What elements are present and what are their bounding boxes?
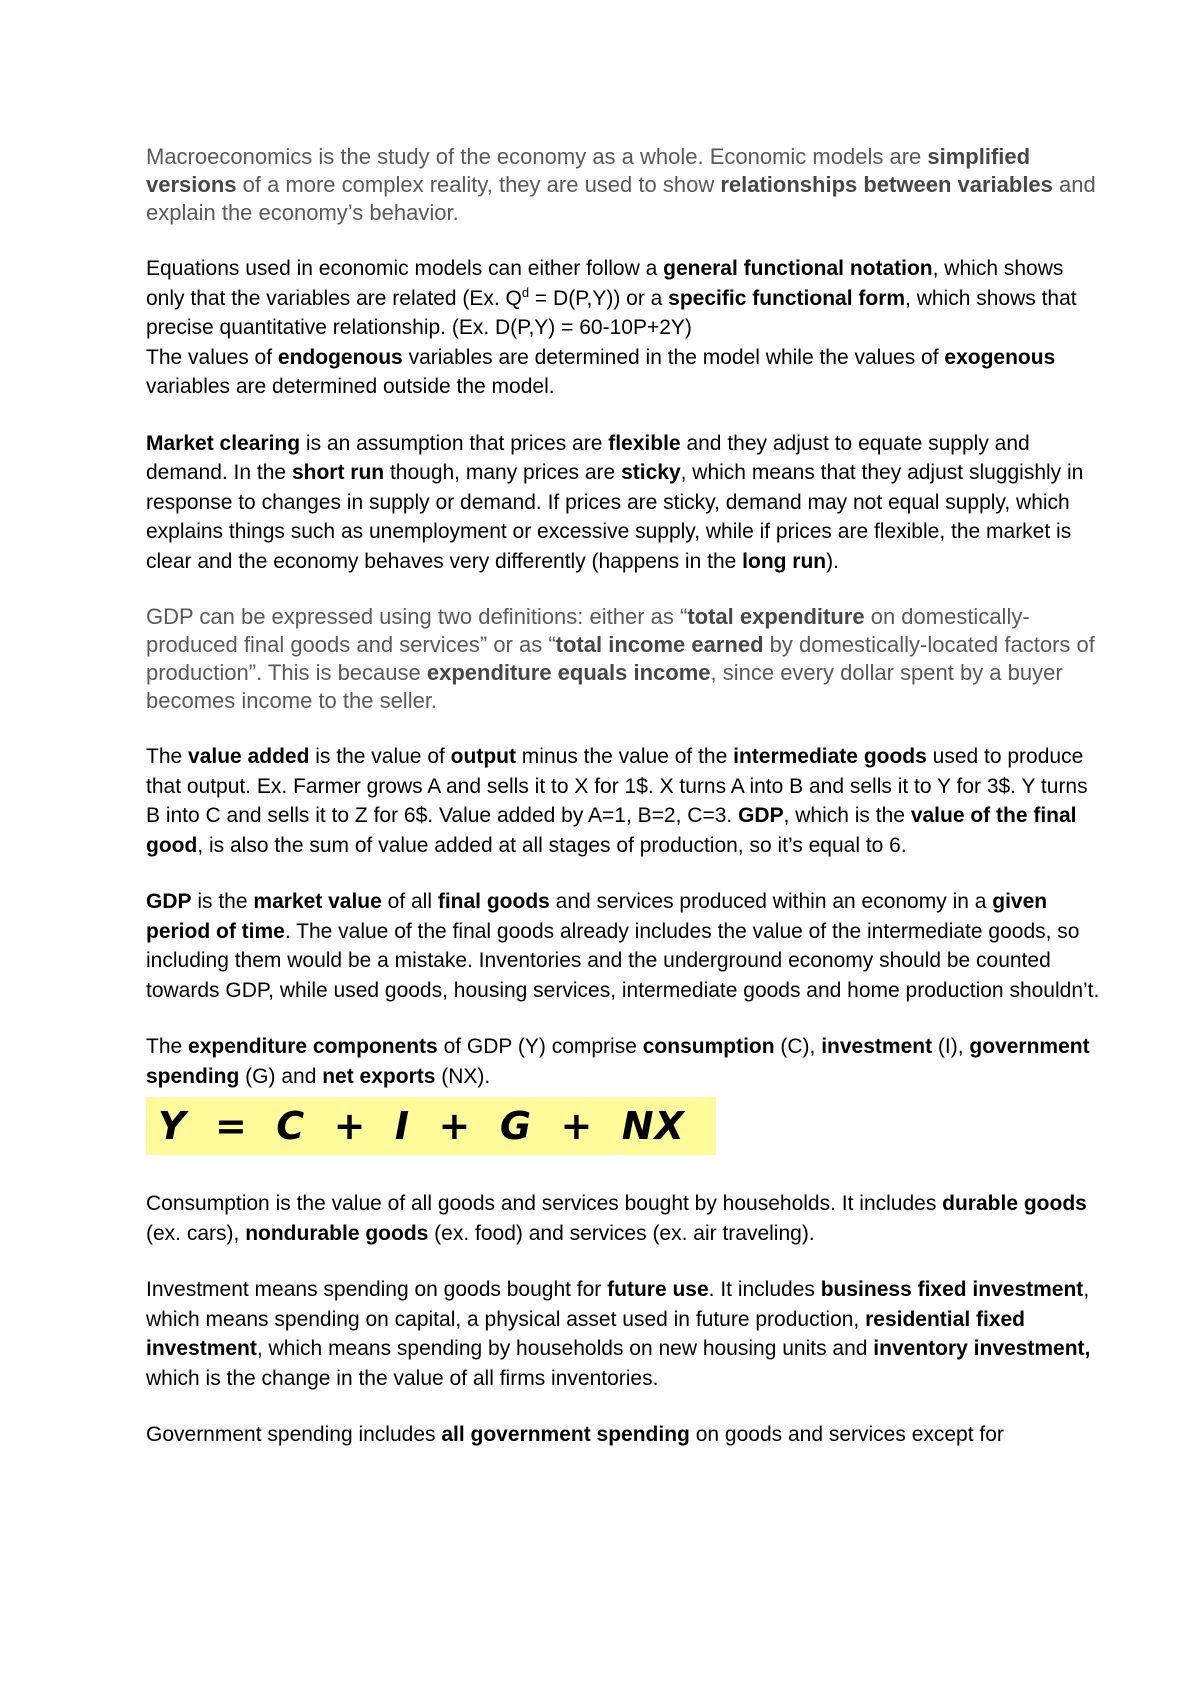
- bold-term: investment: [821, 1035, 933, 1058]
- bold-term: intermediate goods: [733, 745, 927, 768]
- bold-term: expenditure components: [188, 1035, 438, 1058]
- bold-term: short run: [291, 461, 385, 484]
- bold-term: general functional notation: [663, 257, 933, 280]
- bold-term: durable goods: [942, 1192, 1087, 1215]
- bold-term: sticky: [621, 461, 681, 484]
- text: , since every dollar spent by a buyer becomes income to the seller.: [146, 660, 1063, 713]
- text: and explain the economy’s behavior.: [146, 172, 1096, 225]
- text: (G) and: [239, 1064, 323, 1088]
- text: of GDP (Y) comprise: [437, 1035, 643, 1058]
- text: is the: [191, 890, 254, 913]
- paragraph-macroeconomics: [146, 143, 1106, 227]
- text: (ex. cars),: [146, 1221, 246, 1245]
- text: of all: [381, 890, 438, 913]
- bold-term: all government spending: [441, 1423, 690, 1446]
- text: , which means that they adjust sluggishly in response to changes in supply or demand. If prices are sticky, demand may not equal supply, which explains things such as unemployment or excessive supply, while if prices are flexible, the market is clear and the economy behaves very differently (happens in the: [146, 461, 1084, 573]
- text: and services produced within an economy in a: [549, 890, 993, 913]
- text: , which means spending on capital, a physical asset used in future production,: [146, 1278, 1090, 1331]
- text: used to produce that output. Ex. Farmer grows A and sells it to X for 1$. X turns A into B and sells it to Y for 3$. Y turns B into C and sells it to Z for 6$. Value added by A=1, B=2, C=3.: [146, 745, 1088, 827]
- text: minus the value of the: [515, 745, 734, 768]
- text: , is also the sum of value added at all stages of production, so it’s equal to 6.: [197, 833, 907, 857]
- bold-term: market value: [253, 890, 382, 913]
- bold-term: exogenous: [944, 345, 1056, 369]
- text: variables are determined outside the model.: [146, 375, 555, 398]
- paragraph-equations: [146, 254, 1106, 343]
- paragraph-market-clearing: [146, 429, 1106, 577]
- text: on domestically-produced final goods and services” or as “: [146, 604, 1030, 657]
- text: , which shows that precise quantitative relationship. (Ex. D(P,Y) = 60-10P+2Y): [146, 286, 1077, 339]
- document-page: [146, 143, 1106, 1477]
- bold-term: specific functional form: [668, 286, 906, 310]
- text: The: [146, 1035, 189, 1058]
- text: Equations used in economic models can either follow a: [146, 257, 664, 280]
- paragraph-endogenous: [146, 343, 1106, 402]
- bold-term: nondurable goods: [245, 1221, 429, 1245]
- text: , which shows only that the variables are related (Ex. Q: [146, 257, 1064, 310]
- bold-term: Market clearing: [146, 431, 301, 455]
- text: (ex. food) and services (ex. air traveling).: [428, 1221, 815, 1245]
- paragraph-consumption: [146, 1189, 1106, 1248]
- text: variables are determined in the model while the values of: [402, 345, 945, 369]
- bold-term: output: [450, 745, 516, 768]
- bold-term: value of the final good: [146, 804, 1077, 857]
- text: The values of: [146, 345, 278, 369]
- text: , which is the: [783, 804, 911, 827]
- bold-term: inventory investment,: [873, 1337, 1091, 1360]
- gdp-formula: Y = C + I + G + NX: [158, 1104, 685, 1148]
- bold-term: total expenditure: [687, 604, 865, 629]
- paragraph-value-added: [146, 742, 1106, 860]
- text: by domestically-located factors of production”. This is because: [146, 632, 1095, 685]
- bold-term: future use: [607, 1278, 709, 1301]
- text: , which means spending by households on new housing units and: [256, 1337, 874, 1360]
- text: and they adjust to equate supply and demand. In the: [146, 431, 1030, 484]
- bold-term: expenditure equals income: [426, 660, 711, 685]
- superscript: d: [521, 284, 530, 300]
- text: (NX).: [435, 1064, 491, 1088]
- bold-term: given period of time: [146, 890, 1048, 943]
- paragraph-gdp-market-value: [146, 887, 1106, 1005]
- text: which is the change in the value of all firms inventories.: [146, 1366, 659, 1390]
- paragraph-expenditure-components: [146, 1032, 1106, 1091]
- text: of a more complex reality, they are used to show: [236, 172, 721, 197]
- gdp-formula-highlight: [146, 1097, 716, 1155]
- text: (C),: [774, 1035, 822, 1058]
- bold-term: net exports: [322, 1064, 436, 1088]
- text: . It includes: [708, 1278, 821, 1301]
- paragraph-government-spending: [146, 1420, 1106, 1450]
- bold-term: residential fixed investment: [146, 1307, 1025, 1360]
- text: on goods and services except for: [689, 1423, 1004, 1446]
- text: . The value of the final goods already includes the value of the intermediate goods, so including them would be a mistake. Inventories and the underground economy should be counted towards GDP, while used goods, housing services, intermediate goods and home production shouldn’t.: [146, 919, 1100, 1002]
- text: Investment means spending on goods bought for: [146, 1278, 608, 1301]
- text: Macroeconomics is the study of the economy as a whole. Economic models are: [146, 144, 928, 169]
- bold-term: value added: [188, 745, 310, 768]
- bold-term: total income earned: [555, 632, 764, 657]
- paragraph-gdp-definitions: [146, 603, 1106, 715]
- bold-term: business fixed investment: [820, 1278, 1084, 1301]
- text: is the value of: [309, 745, 451, 768]
- bold-term: flexible: [608, 431, 681, 455]
- text: GDP can be expressed using two definitions: either as “: [146, 604, 688, 629]
- paragraph-investment: [146, 1275, 1106, 1393]
- bold-term: GDP: [146, 890, 192, 913]
- bold-term: long run: [742, 549, 827, 573]
- text: Government spending includes: [146, 1423, 442, 1446]
- bold-term: endogenous: [277, 345, 403, 369]
- text: ).: [826, 549, 839, 573]
- bold-term: GDP: [738, 804, 784, 827]
- bold-term: relationships between variables: [720, 172, 1053, 197]
- text: = D(P,Y)) or a: [529, 286, 669, 310]
- text: (I),: [932, 1035, 970, 1058]
- text: Consumption is the value of all goods and services bought by households. It includes: [146, 1192, 943, 1215]
- text: is an assumption that prices are: [300, 431, 609, 455]
- text: The: [146, 745, 189, 768]
- bold-term: simplified versions: [146, 144, 1031, 197]
- bold-term: final goods: [437, 890, 550, 913]
- bold-term: consumption: [642, 1035, 775, 1058]
- text: though, many prices are: [384, 461, 622, 484]
- bold-term: government spending: [146, 1035, 1090, 1088]
